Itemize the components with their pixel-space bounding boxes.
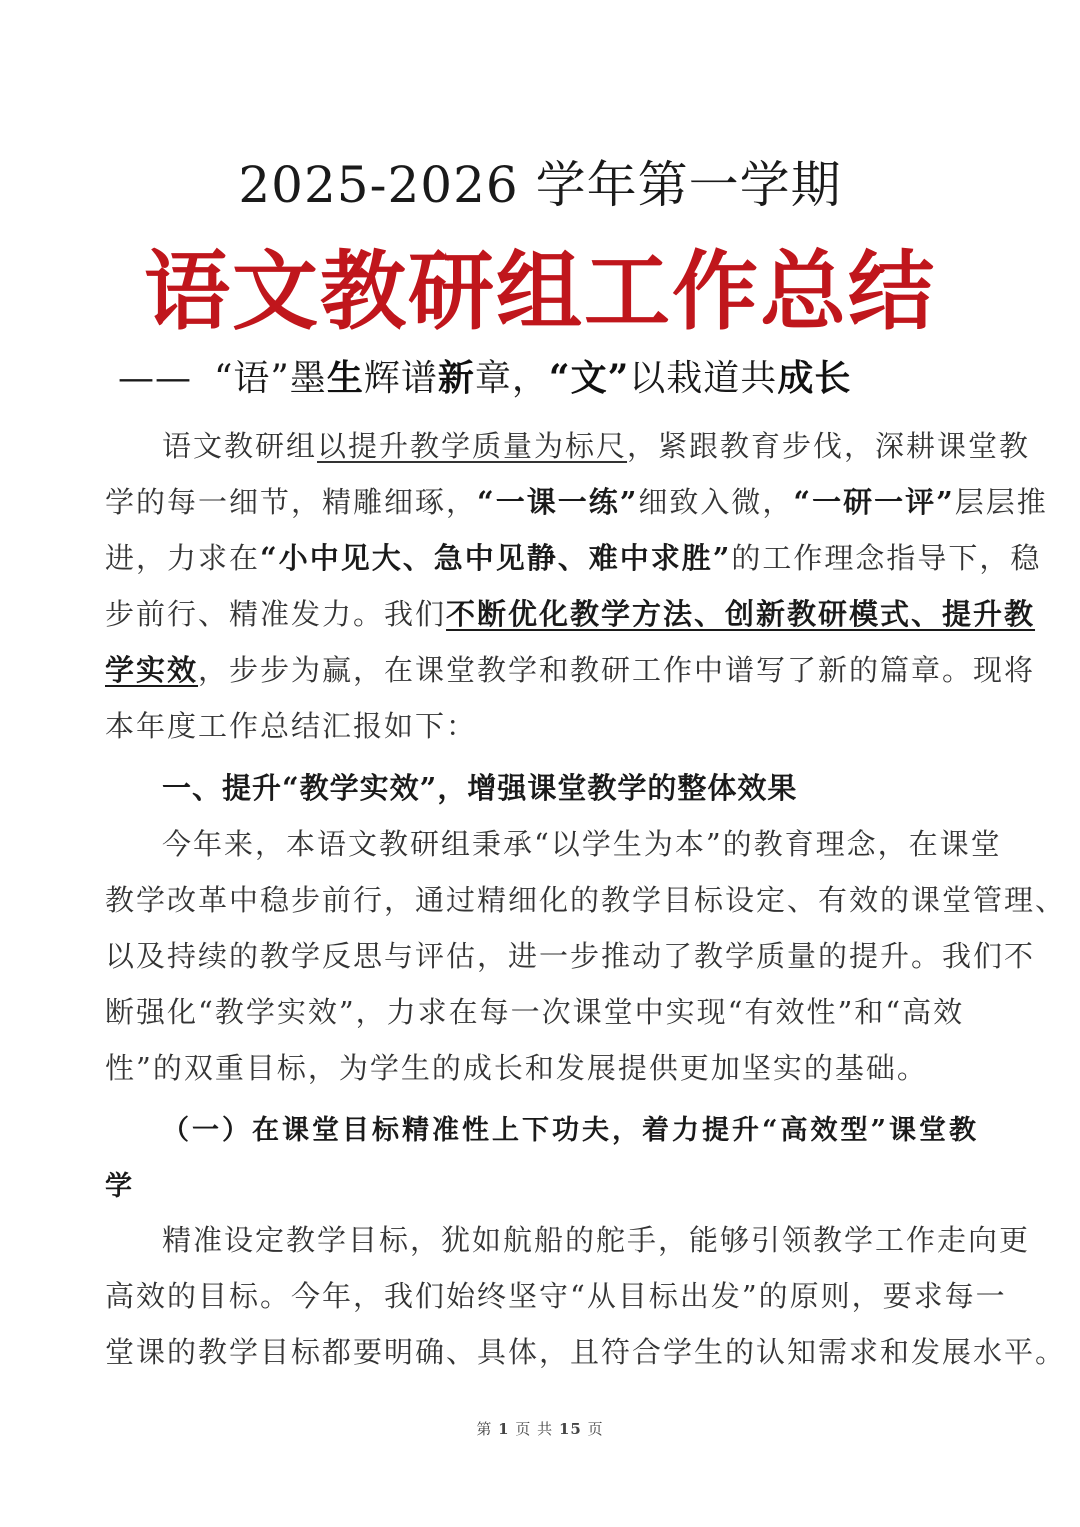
subsection-heading: （一）在课堂目标精准性上下功夫，着力提升“高效型”课堂教 [162,1115,980,1146]
main-title: 语文教研组工作总结 [144,241,936,342]
footer-text: 第 [476,1420,493,1438]
paragraph-line [105,648,1035,689]
subtitle-part: 成长 [777,357,852,399]
bold-underlined-text: 不断优化教学方法、创新教研模式、提升教 [446,597,1036,631]
subtitle-part: 生 [326,357,364,399]
page-footer [0,1418,1080,1439]
text-run: 进，力求在 [105,541,261,575]
paragraph-line: 性”的双重目标，为学生的成长和发展提供更加坚实的基础。 [105,1051,928,1085]
subtitle-part: 以栽道共 [629,358,778,399]
paragraph-line: 今年来，本语文教研组秉承“以学生为本”的教育理念，在课堂 [162,827,1002,861]
paragraph-line: 本年度工作总结汇报如下： [105,709,478,743]
semester-title: 2025-2026 学年第一学期 [238,156,842,214]
underlined-text: 以提升教学质量为标尺 [317,429,628,463]
text-run: 学的每一细节，精雕细琢， [105,485,478,519]
section-heading: 一、提升“教学实效”，增强课堂教学的整体效果 [162,771,798,805]
subtitle-part: 章， [474,358,549,399]
paragraph-line [162,424,1030,465]
bold-text: “一课一练” [477,485,639,519]
subtitle-part: 辉谱 [363,358,438,399]
paragraph-line: 断强化“教学实效”，力求在每一次课堂中实现“有效性”和“高效 [105,995,965,1029]
text-run: 层层推 [954,485,1048,519]
text-run: ，步步为赢，在课堂教学和教研工作中谱写了新的篇章。现将 [198,653,1036,687]
bold-underlined-text: 学实效 [105,653,199,687]
footer-text: 页 [587,1420,604,1438]
paragraph-line: 高效的目标。今年，我们始终坚守“从目标出发”的原则，要求每一 [105,1279,1007,1313]
text-run: 细致入微， [638,485,794,519]
subtitle [118,350,851,401]
bold-text: “一研一评” [793,485,955,519]
bold-text: “小中见大、急中见静、难中求胜” [260,541,732,575]
footer-text: 页 共 [515,1420,554,1438]
text-run: 的工作理念指导下，稳 [731,541,1042,575]
paragraph-line: 教学改革中稳步前行，通过精细化的教学目标设定、有效的课堂管理、 [105,883,1067,917]
paragraph-line: 堂课的教学目标都要明确、具体，且符合学生的认知需求和发展水平。 [105,1335,1067,1369]
paragraph-line: 精准设定教学目标，犹如航船的舵手，能够引领教学工作走向更 [162,1223,1031,1257]
paragraph-line: 以及持续的教学反思与评估，进一步推动了教学质量的提升。我们不 [105,939,1036,973]
subsection-heading-continued: 学 [105,1171,135,1202]
paragraph-line [105,536,1041,577]
total-pages-number: 15 [558,1420,582,1438]
paragraph-line [105,592,1035,633]
subtitle-part: “文” [548,357,630,399]
subtitle-dash: —— [118,358,192,399]
text-run: 步前行、精准发力。我们 [105,597,447,631]
subtitle-part: “语”墨 [214,358,327,399]
subtitle-part: 新 [437,357,475,399]
current-page-number: 1 [498,1420,510,1438]
text-run: 语文教研组 [162,429,318,463]
text-run: ，紧跟教育步伐，深耕课堂教 [627,429,1031,463]
paragraph-line [105,480,1048,521]
